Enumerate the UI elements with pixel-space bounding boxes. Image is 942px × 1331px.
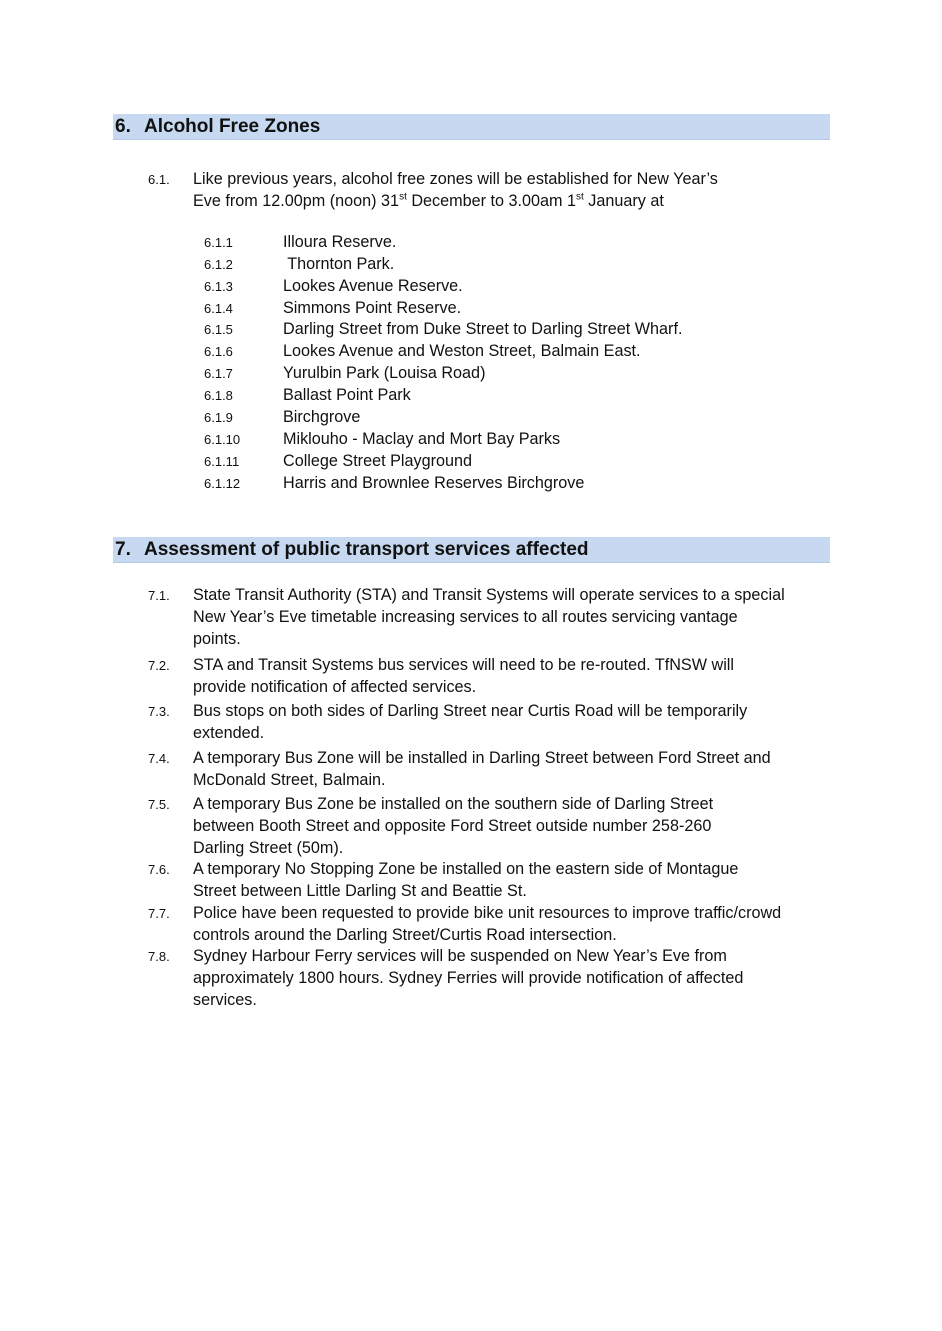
subitem-number: 6.1.1 xyxy=(204,235,233,250)
subitem xyxy=(0,297,942,319)
subitem-number: 6.1.4 xyxy=(204,301,233,316)
item-line: A temporary Bus Zone will be installed in Darling Street between Ford Street and xyxy=(193,749,771,767)
item-line: New Year’s Eve timetable increasing services to all routes servicing vantage xyxy=(193,608,738,626)
subitem-text: Darling Street from Duke Street to Darling Street Wharf. xyxy=(283,320,683,338)
item-number: 7.2. xyxy=(148,658,170,673)
subitem-number: 6.1.12 xyxy=(204,476,241,491)
superscript: st xyxy=(399,191,407,203)
subitem-text: Miklouho - Maclay and Mort Bay Parks xyxy=(283,430,561,448)
subitem-number: 6.1.8 xyxy=(204,388,233,403)
item-number: 7.3. xyxy=(148,704,170,719)
subitem-text: College Street Playground xyxy=(283,452,472,470)
item-number: 7.7. xyxy=(148,906,170,921)
item-line: State Transit Authority (STA) and Transit Systems will operate services to a special xyxy=(193,586,785,604)
subitem xyxy=(0,428,942,450)
superscript: st xyxy=(576,191,584,203)
item-line: extended. xyxy=(193,724,265,742)
section-6-heading xyxy=(113,114,830,140)
item-text xyxy=(193,945,833,1011)
item-line: approximately 1800 hours. Sydney Ferries will provide notification of affected xyxy=(193,969,744,987)
subitem-text: Thornton Park. xyxy=(283,255,395,273)
item-text xyxy=(193,584,833,650)
section-7-title: Assessment of public transport services affected xyxy=(144,539,589,560)
subitem-text: Lookes Avenue Reserve. xyxy=(283,277,463,295)
item-line-part: December to 3.00am 1 xyxy=(406,192,576,210)
item-number: 7.4. xyxy=(148,751,170,766)
subitem-text: Harris and Brownlee Reserves Birchgrove xyxy=(283,474,585,492)
item-line: controls around the Darling Street/Curtis Road intersection. xyxy=(193,926,617,944)
item-line: Like previous years, alcohol free zones will be established for New Year’s xyxy=(193,170,718,188)
item-line: Darling Street (50m). xyxy=(193,839,344,857)
subitem-number: 6.1.6 xyxy=(204,344,233,359)
item-line: services. xyxy=(193,991,257,1009)
subitem-text: Birchgrove xyxy=(283,408,361,426)
subitem xyxy=(0,275,942,297)
item-line-part: Eve from 12.00pm (noon) 31 xyxy=(193,192,400,210)
item-text xyxy=(193,168,833,212)
subitem-text: Illoura Reserve. xyxy=(283,233,397,251)
item-number: 7.6. xyxy=(148,862,170,877)
section-7-number: 7. xyxy=(115,539,131,560)
item-line: points. xyxy=(193,630,241,648)
item-number: 6.1. xyxy=(148,172,170,187)
subitem-text: Simmons Point Reserve. xyxy=(283,299,462,317)
item-line: Bus stops on both sides of Darling Street near Curtis Road will be temporarily xyxy=(193,702,748,720)
subitem xyxy=(0,362,942,384)
subitem-number: 6.1.11 xyxy=(204,454,240,469)
subitem xyxy=(0,340,942,362)
item-number: 7.1. xyxy=(148,588,170,603)
item-line xyxy=(193,190,833,212)
subitem-number: 6.1.3 xyxy=(204,279,233,294)
item-line: Street between Little Darling St and Beattie St. xyxy=(193,882,527,900)
item-line: provide notification of affected services. xyxy=(193,678,477,696)
item-line: A temporary No Stopping Zone be installed on the eastern side of Montague xyxy=(193,860,739,878)
subitem xyxy=(0,231,942,253)
section-6-title: Alcohol Free Zones xyxy=(144,116,321,137)
item-text xyxy=(193,902,833,946)
item-line: Sydney Harbour Ferry services will be suspended on New Year’s Eve from xyxy=(193,947,727,965)
item-line: Police have been requested to provide bike unit resources to improve traffic/crowd xyxy=(193,904,782,922)
subitem xyxy=(0,384,942,406)
item-line: McDonald Street, Balmain. xyxy=(193,771,386,789)
subitem-number: 6.1.7 xyxy=(204,366,233,381)
item-text xyxy=(193,793,833,859)
subitem-text: Ballast Point Park xyxy=(283,386,411,404)
subitem xyxy=(0,253,942,275)
subitem-number: 6.1.10 xyxy=(204,432,241,447)
item-text xyxy=(193,858,833,902)
item-line: A temporary Bus Zone be installed on the southern side of Darling Street xyxy=(193,795,714,813)
item-number: 7.8. xyxy=(148,949,170,964)
subitem xyxy=(0,406,942,428)
item-text xyxy=(193,700,833,744)
section-6-number: 6. xyxy=(115,116,131,137)
item-number: 7.5. xyxy=(148,797,170,812)
item-line: STA and Transit Systems bus services will need to be re-routed. TfNSW will xyxy=(193,656,734,674)
subitem xyxy=(0,318,942,340)
subitem-number: 6.1.5 xyxy=(204,322,233,337)
item-line-part: January at xyxy=(583,192,664,210)
item-text xyxy=(193,654,833,698)
subitem xyxy=(0,472,942,494)
item-line: between Booth Street and opposite Ford Street outside number 258-260 xyxy=(193,817,712,835)
subitem-number: 6.1.9 xyxy=(204,410,233,425)
subitem-text: Yurulbin Park (Louisa Road) xyxy=(283,364,486,382)
section-7-heading xyxy=(113,537,830,563)
subitem xyxy=(0,450,942,472)
subitem-number: 6.1.2 xyxy=(204,257,233,272)
item-text xyxy=(193,747,833,791)
subitem-text: Lookes Avenue and Weston Street, Balmain East. xyxy=(283,342,641,360)
